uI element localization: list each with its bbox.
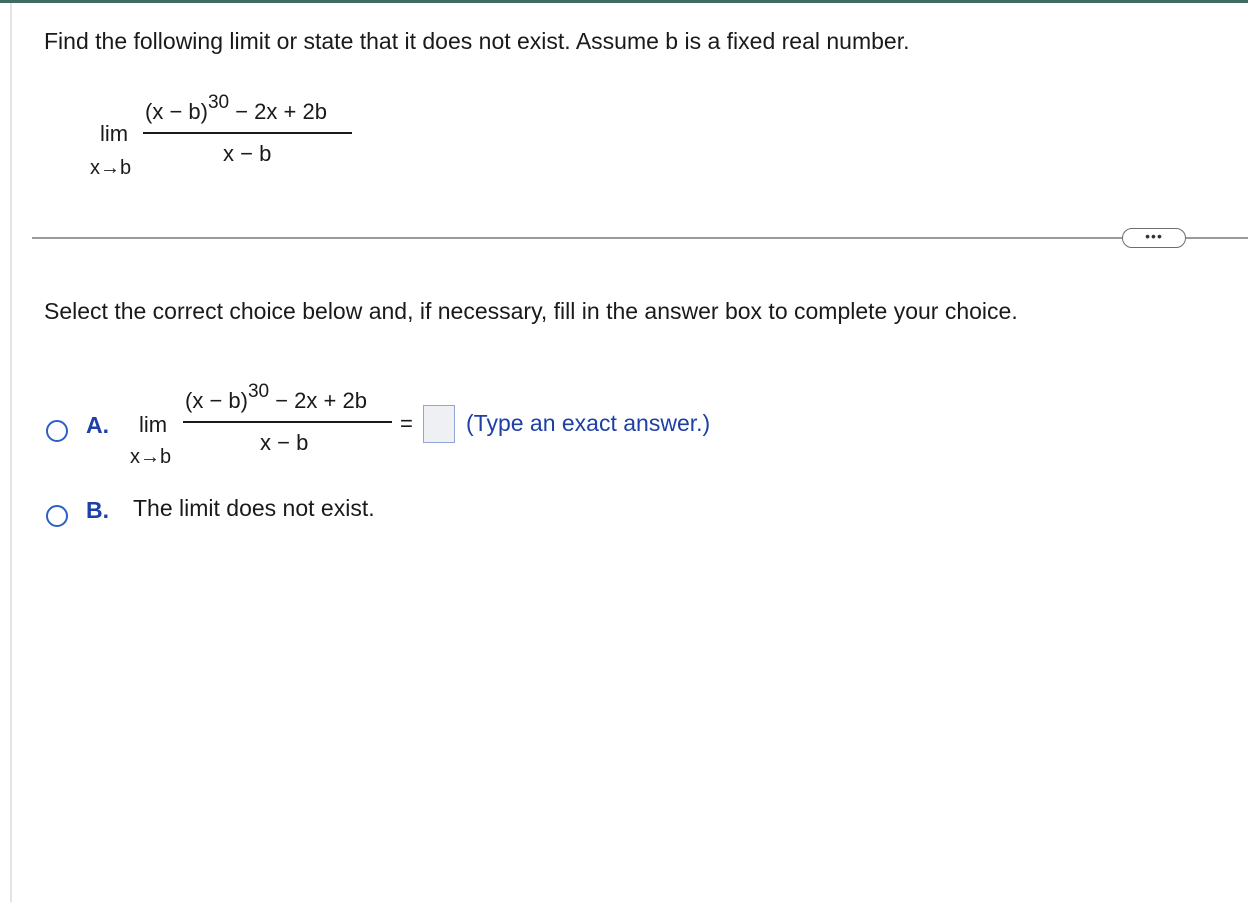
numerator-rest: − 2x + 2b [229, 99, 327, 124]
choice-a-numerator [185, 380, 367, 414]
choice-a-letter: A. [86, 412, 109, 438]
question-prompt: Find the following limit or state that it does not exist. Assume b is a fixed real number. [44, 28, 910, 54]
section-divider [32, 237, 1248, 239]
more-options-button[interactable]: ••• [1122, 228, 1186, 248]
choice-a-radio[interactable] [46, 420, 68, 442]
choice-a-equals: = [400, 411, 413, 436]
choice-b-radio[interactable] [46, 505, 68, 527]
numerator-exponent: 30 [207, 91, 230, 113]
numerator-base: (x − b) [145, 99, 208, 124]
answer-input[interactable] [423, 405, 455, 443]
choice-a-numerator-base: (x − b) [185, 388, 248, 413]
choice-a-denominator: x − b [260, 430, 309, 455]
choice-a-lim-label: lim [139, 412, 168, 437]
fraction-denominator: x − b [223, 141, 272, 166]
lim-approach: x→b [90, 157, 132, 179]
choice-a-fraction-bar [183, 421, 392, 423]
choice-a-lim-approach: x→b [130, 446, 172, 468]
choice-b-text: The limit does not exist. [133, 495, 375, 521]
choice-b-letter: B. [86, 497, 109, 523]
choice-a-numerator-exponent: 30 [247, 380, 270, 402]
top-accent-bar [0, 0, 1248, 3]
answer-hint: (Type an exact answer.) [466, 410, 711, 436]
fraction-bar [143, 132, 352, 134]
left-margin-rule [10, 3, 12, 902]
fraction-numerator [145, 91, 327, 125]
lim-label: lim [100, 121, 129, 146]
choice-a-numerator-rest: − 2x + 2b [269, 388, 367, 413]
instruction-text: Select the correct choice below and, if necessary, fill in the answer box to complete your choice. [44, 298, 1018, 324]
